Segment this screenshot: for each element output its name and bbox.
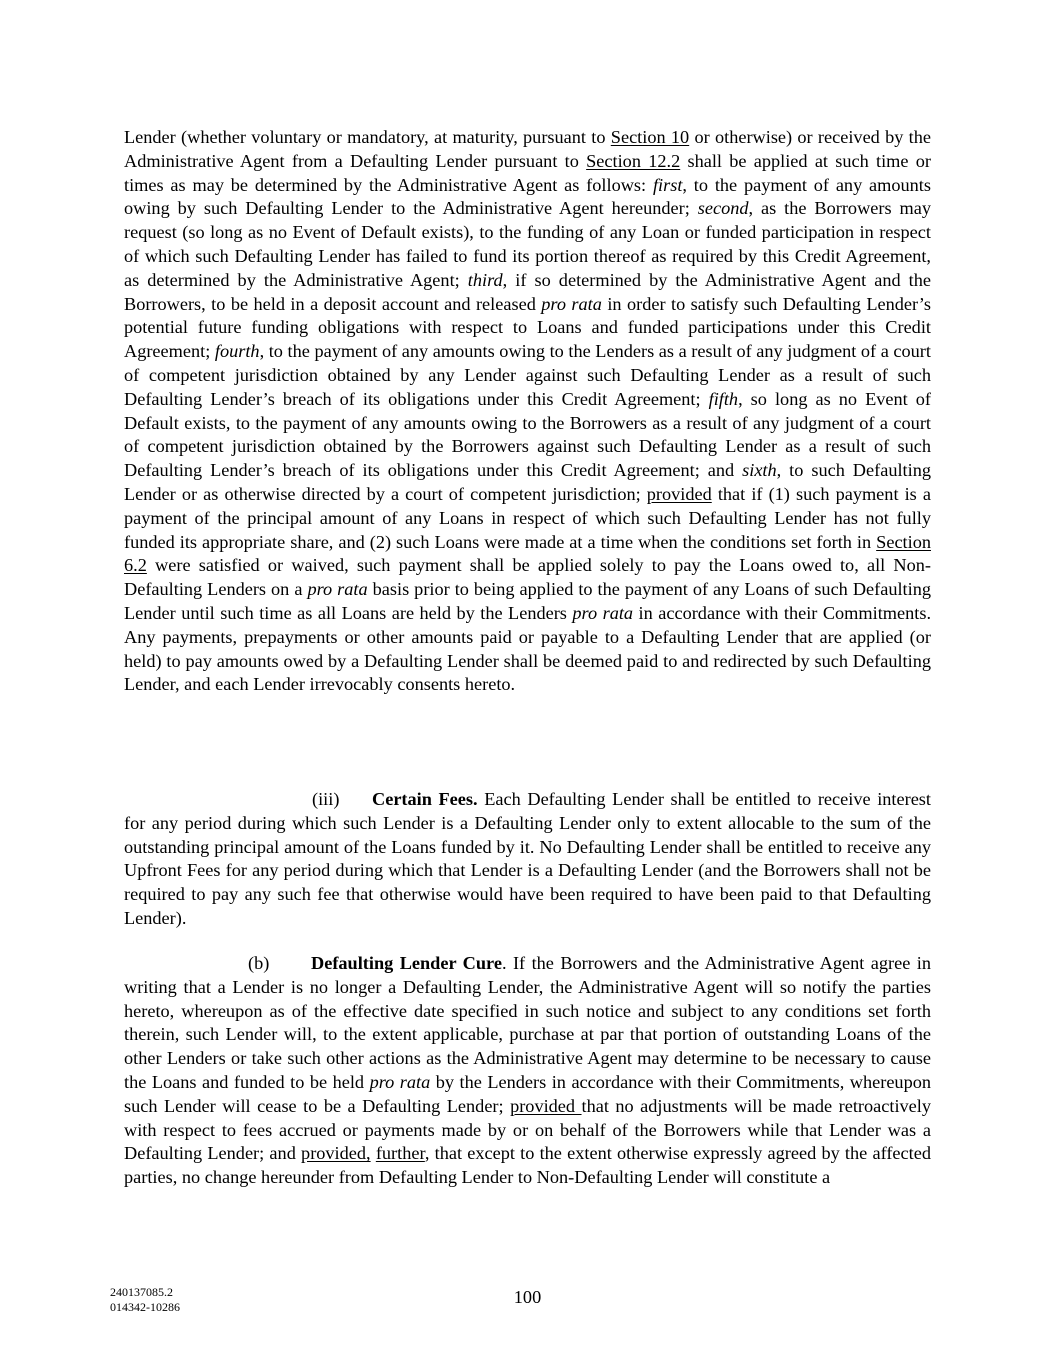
ordinal-sixth: sixth: [742, 460, 777, 481]
clause-heading: Defaulting Lender Cure: [311, 953, 502, 973]
cross-reference-section-12-2: Section 12.2: [586, 150, 681, 171]
ordinal-fifth: fifth: [708, 388, 739, 409]
text-segment: or otherwise) or received by the Administrative Agent from a Defaulting Lender pursuant to: [124, 127, 931, 171]
paragraph-application-of-payments: [124, 126, 931, 697]
ordinal-fourth: fourth: [214, 341, 260, 362]
text-segment: were satisfied or waived, such payment shall be applied solely to pay the Loans owed to, all Non-Defaulting Lenders on a: [124, 555, 931, 600]
paragraph-certain-fees: [124, 788, 931, 931]
clause-number: (iii): [312, 789, 340, 809]
term-further: further: [375, 1143, 425, 1164]
term-provided: provided: [510, 1095, 582, 1116]
text-segment: in accordance with their Commitments. Any payments, prepayments or other amounts paid or payable to a Defaulting Lender that are applied (or held) to pay amounts owed by a Defaulting Lender shall be deemed paid to and redirected by such Defaulting Lender, and each Lender irrevocably consents hereto.: [124, 602, 932, 695]
document-id-line-1: 240137085.2: [110, 1285, 173, 1299]
page-number: 100: [513, 1287, 542, 1307]
clause-number: (b): [248, 953, 270, 973]
cross-reference-section-6-2: Section 6.2: [124, 531, 931, 576]
text-segment: by the Lenders in accordance with their Commitments, whereupon such Lender will cease to be a Defaulting Lender;: [124, 1071, 931, 1116]
term-pro-rata: pro rata: [307, 579, 368, 600]
text-segment: , to the payment of any amounts owing to the Lenders as a result of any judgment of a court of competent jurisdiction obtained by any Lender against such Defaulting Lender as a result of such Defaulting Lender’s breach of its obligations under this Credit Agreement;: [124, 341, 931, 409]
text-segment: in order to satisfy such Defaulting Lender’s potential future funding obligations with respect to Loans and funded participations under this Credit Agreement;: [124, 293, 931, 362]
clause-heading: Certain Fees.: [372, 789, 478, 809]
text-segment: that no adjustments will be made retroactively with respect to fees accrued or payments made by or on behalf of the Borrowers while that Lender was a Defaulting Lender; and: [124, 1095, 931, 1164]
text-segment: , to the payment of any amounts owing by such Defaulting Lender to the Administrative Agent hereunder;: [124, 174, 931, 219]
cross-reference-section-10: Section 10: [610, 127, 690, 147]
text-segment: , if so determined by the Administrative Agent and the Borrowers, to be held in a deposit account and released: [124, 269, 932, 314]
text-segment: basis prior to being applied to the payment of any Loans of such Defaulting Lender until such time as all Loans are held by the Lenders: [124, 579, 931, 623]
ordinal-first: first: [652, 174, 683, 195]
ordinal-second: second: [697, 198, 749, 219]
term-pro-rata: pro rata: [572, 602, 634, 623]
term-pro-rata: pro rata: [369, 1071, 431, 1092]
text-segment: , so long as no Event of Default exists, to the payment of any amounts owing to the Borrowers as a result of any judgment of a court of competent jurisdiction obtained by the Borrowers against such Defaulting Lender as a result of such Defaulting Lender’s breach of its obligations under this Credit Agreement; and: [124, 388, 931, 481]
text-segment: , to such Defaulting Lender or as otherwise directed by a court of competent jurisdiction;: [124, 460, 931, 504]
term-provided: provided: [646, 483, 712, 504]
paragraph-defaulting-lender-cure: [124, 952, 931, 1190]
text-segment: , that except to the extent otherwise expressly agreed by the affected parties, no change hereunder from Defaulting Lender to Non-Defaulting Lender will constitute a: [124, 1143, 931, 1188]
document-id-line-2: 014342-10286: [110, 1300, 180, 1314]
ordinal-third: third: [467, 269, 503, 290]
term-provided: provided,: [301, 1143, 371, 1164]
text-segment: Each Defaulting Lender shall be entitled to receive interest for any period during which such Lender is a Defaulting Lender only to extent allocable to the sum of the outstanding principal amount of the Loans funded by it. No Defaulting Lender shall be entitled to receive any Upfront Fees for any period during which that Lender is a Defaulting Lender (and the Borrowers shall not be required to pay any such fee that otherwise would have been required to have been paid to that Defaulting Lender).: [124, 789, 931, 928]
text-segment: , as the Borrowers may request (so long as no Event of Default exists), to the funding of any Loan or funded participation in respect of which such Defaulting Lender has failed to fund its portion thereof as required by this Credit Agreement, as determined by the Administrative Agent;: [124, 198, 931, 290]
text-segment: that if (1) such payment is a payment of the principal amount of any Loans in respect of which such Defaulting Lender has not fully funded its appropriate share, and (2) such Loans were made at a time when the conditions set forth in: [124, 483, 931, 552]
text-segment: Lender (whether voluntary or mandatory, at maturity, pursuant to: [124, 127, 611, 147]
text-segment: shall be applied at such time or times as may be determined by the Administrative Agent as follows:: [124, 150, 931, 195]
term-pro-rata: pro rata: [541, 293, 602, 314]
text-segment: . If the Borrowers and the Administrative Agent agree in writing that a Lender is no longer a Defaulting Lender, the Administrative Agent will so notify the parties hereto, whereupon as of the effective date specified in such notice and subject to any conditions set forth therein, such Lender will, to the extent applicable, purchase at par that portion of outstanding Loans of the other Lenders or take such other actions as the Administrative Agent may determine to be necessary to cause the Loans and funded to be held: [124, 953, 931, 1092]
